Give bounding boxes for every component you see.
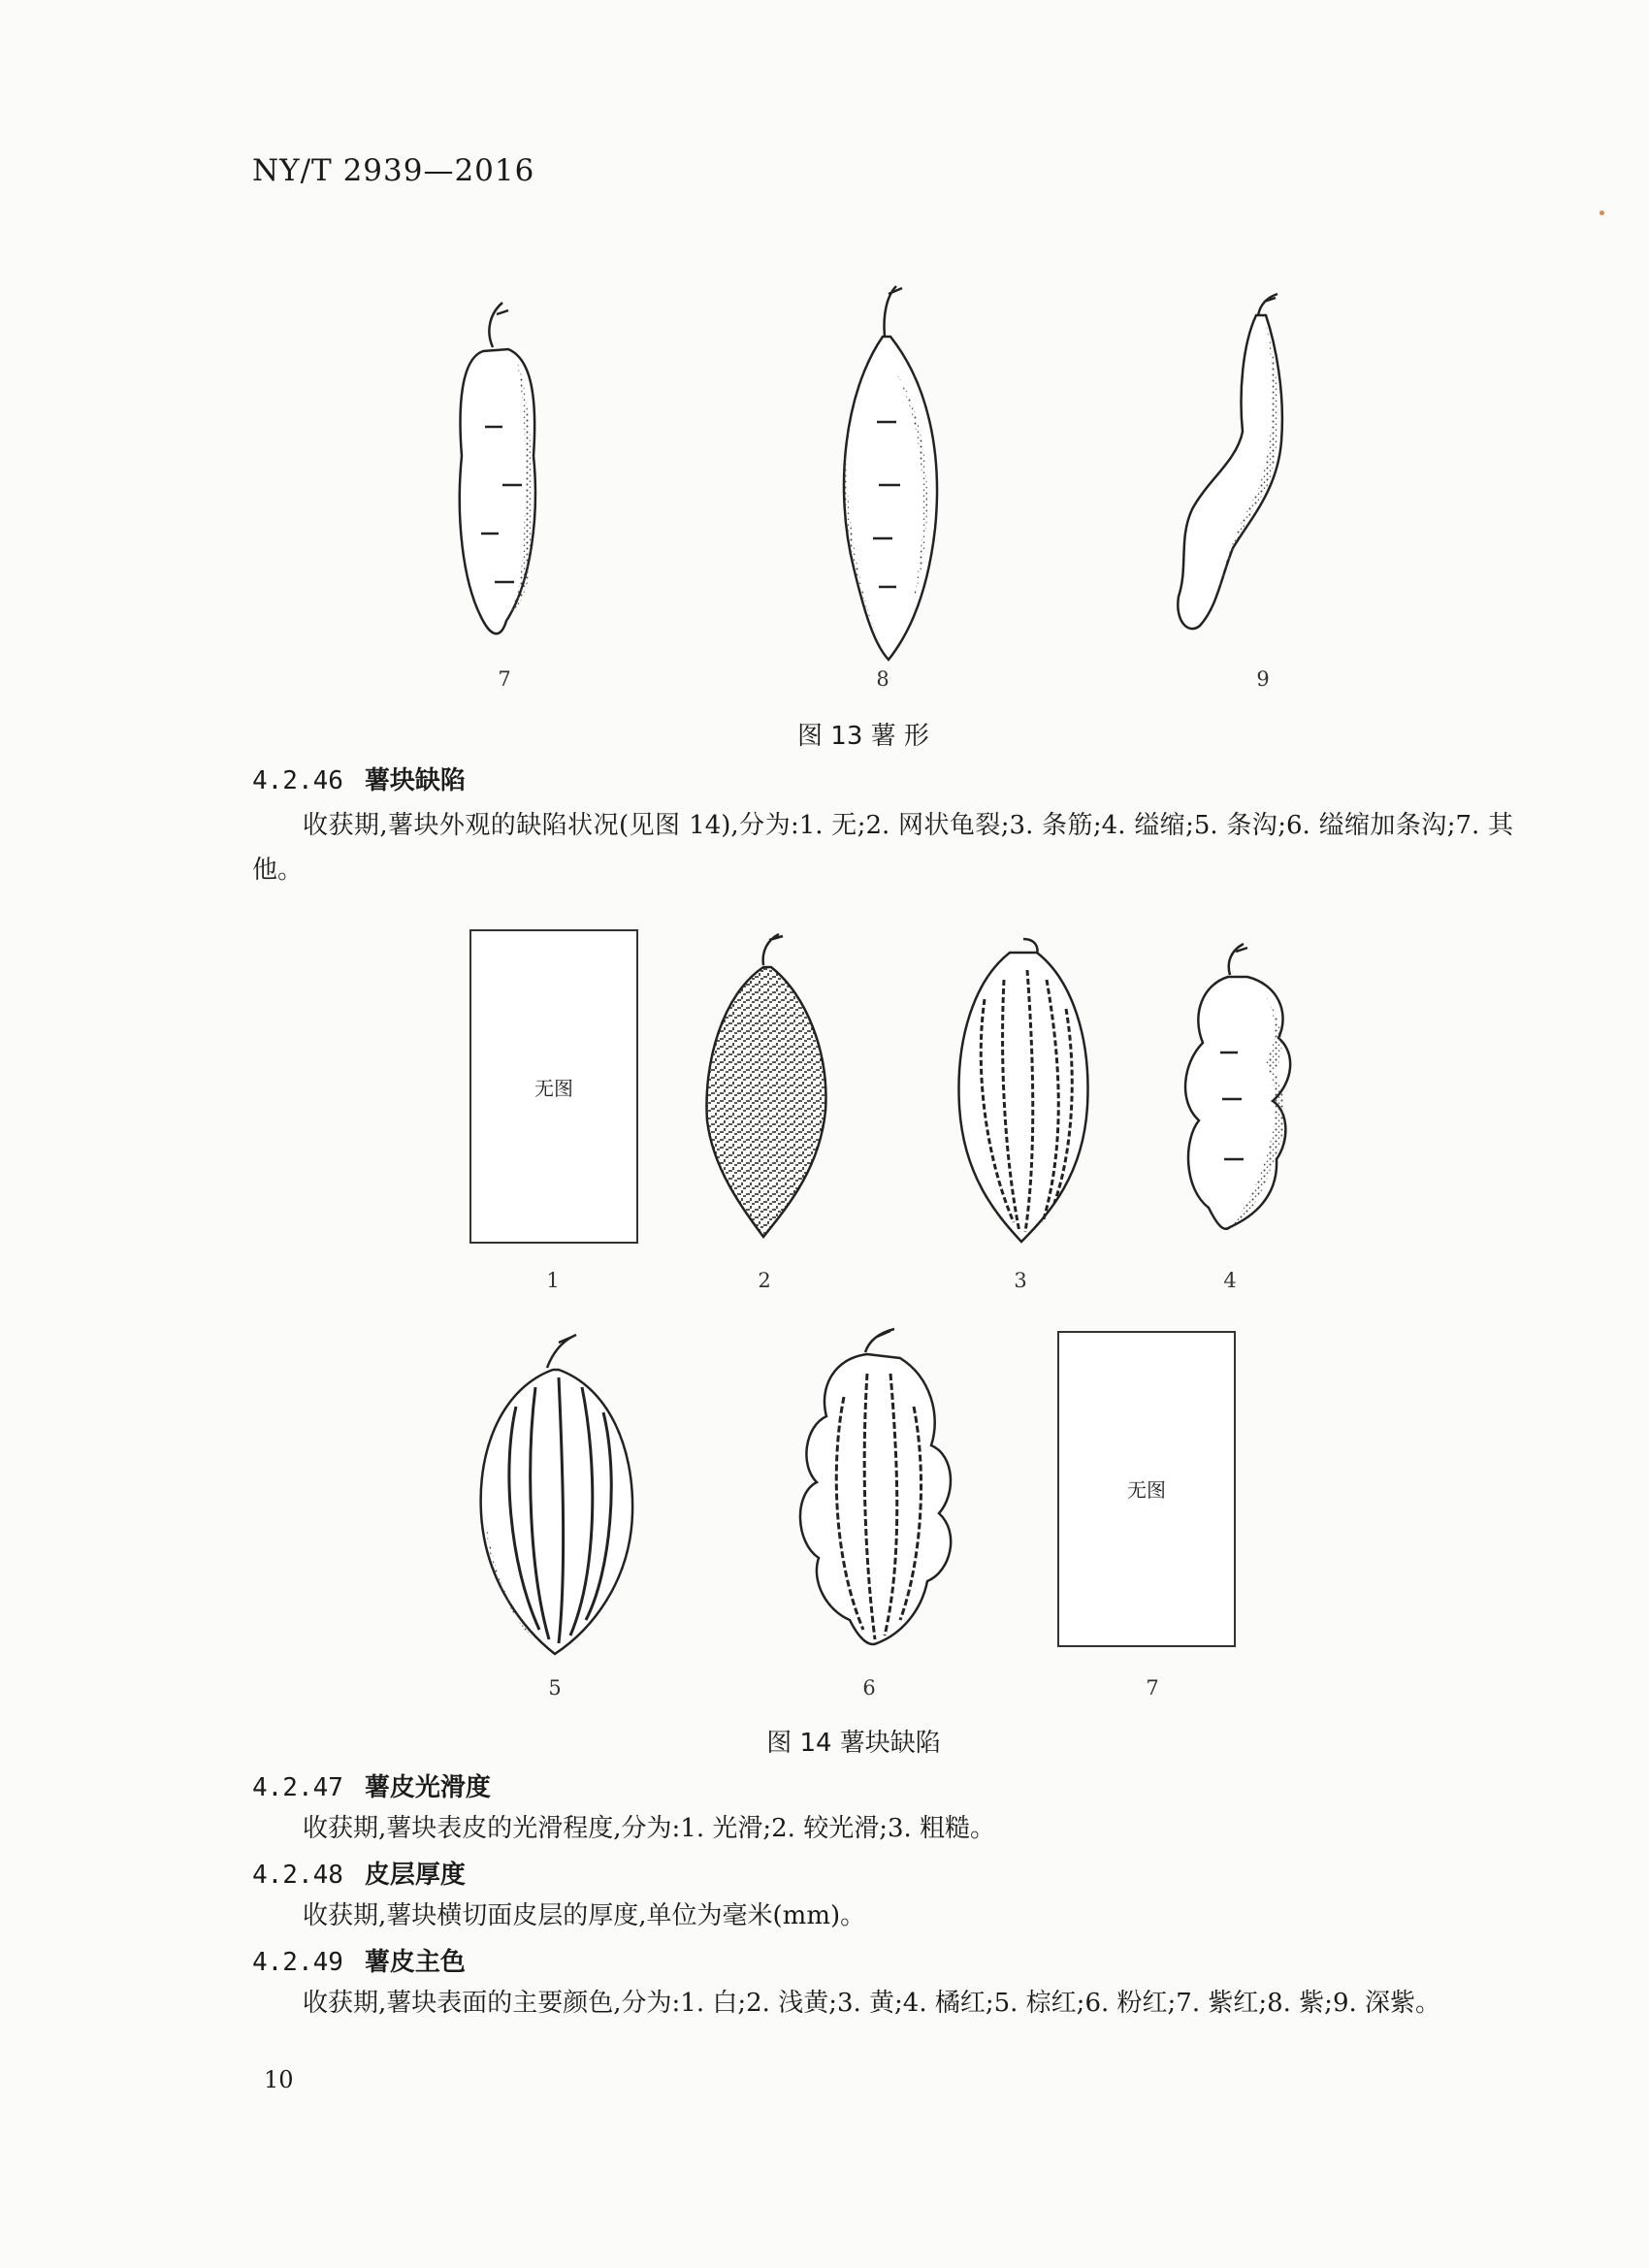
figure14-label-4: 4: [1223, 1269, 1237, 1292]
tuber-defect-net-cracking-illustration: [694, 926, 839, 1247]
no-figure-text: 无图: [1127, 1478, 1166, 1502]
scan-speck: [1600, 211, 1604, 215]
section-number: 4.2.47: [252, 1773, 343, 1802]
section-title: 薯皮光滑度: [364, 1773, 491, 1802]
section-title: 薯皮主色: [364, 1948, 466, 1977]
page-number: 10: [264, 2066, 294, 2093]
section-4-2-48-heading: [252, 1855, 466, 1891]
figure14-label-6: 6: [862, 1676, 876, 1700]
figure14-label-5: 5: [548, 1676, 562, 1700]
tuber-shape-8-illustration: [815, 276, 960, 674]
figure13-label-7: 7: [498, 667, 511, 691]
tuber-shape-7-illustration: [427, 291, 563, 660]
tuber-defect-constriction-illustration: [1164, 936, 1310, 1247]
section-4-2-49-text: 收获期,薯块表面的主要颜色,分为:1. 白;2. 浅黄;3. 黄;4. 橘红;5. 棕红;6. 粉红;7. 紫红;8. 紫;9. 深紫。: [303, 1989, 1441, 2018]
section-4-2-46-heading: [252, 761, 466, 796]
tuber-defect-grooves-illustration: [466, 1319, 650, 1669]
section-title: 皮层厚度: [364, 1861, 466, 1890]
no-figure-text: 无图: [534, 1077, 573, 1100]
section-number: 4.2.46: [252, 766, 343, 795]
tuber-defect-constriction-grooves-illustration: [776, 1319, 980, 1669]
section-4-2-46-text: 收获期,薯块外观的缺陷状况(见图 14),分为:1. 无;2. 网状龟裂;3. 条筋;4. 缢缩;5. 条沟;6. 缢缩加条沟;7. 其他。: [252, 811, 1513, 885]
tuber-defect-ribbing-illustration: [946, 931, 1101, 1251]
figure14-label-2: 2: [758, 1269, 771, 1292]
section-number: 4.2.48: [252, 1861, 343, 1890]
section-4-2-47-text: 收获期,薯块表皮的光滑程度,分为:1. 光滑;2. 较光滑;3. 粗糙。: [303, 1814, 996, 1843]
figure13-caption: 图 13 薯 形: [797, 722, 929, 751]
figure14-label-3: 3: [1014, 1269, 1027, 1292]
section-number: 4.2.49: [252, 1948, 343, 1977]
section-title: 薯块缺陷: [364, 766, 466, 795]
tuber-shape-9-illustration: [1149, 286, 1314, 655]
section-4-2-48-text: 收获期,薯块横切面皮层的厚度,单位为毫米(mm)。: [303, 1901, 866, 1930]
section-4-2-47-heading: [252, 1767, 491, 1803]
section-4-2-49-heading: [252, 1942, 466, 1978]
figure14-label-7: 7: [1146, 1676, 1159, 1700]
no-figure-box-7: [1057, 1331, 1236, 1647]
figure14-label-1: 1: [546, 1269, 560, 1292]
figure14-caption: 图 14 薯块缺陷: [766, 1729, 941, 1758]
figure13-label-9: 9: [1256, 667, 1270, 691]
figure13-label-8: 8: [876, 667, 889, 691]
standard-number-header: NY/T 2939—2016: [252, 153, 535, 188]
no-figure-box-1: [469, 929, 638, 1244]
